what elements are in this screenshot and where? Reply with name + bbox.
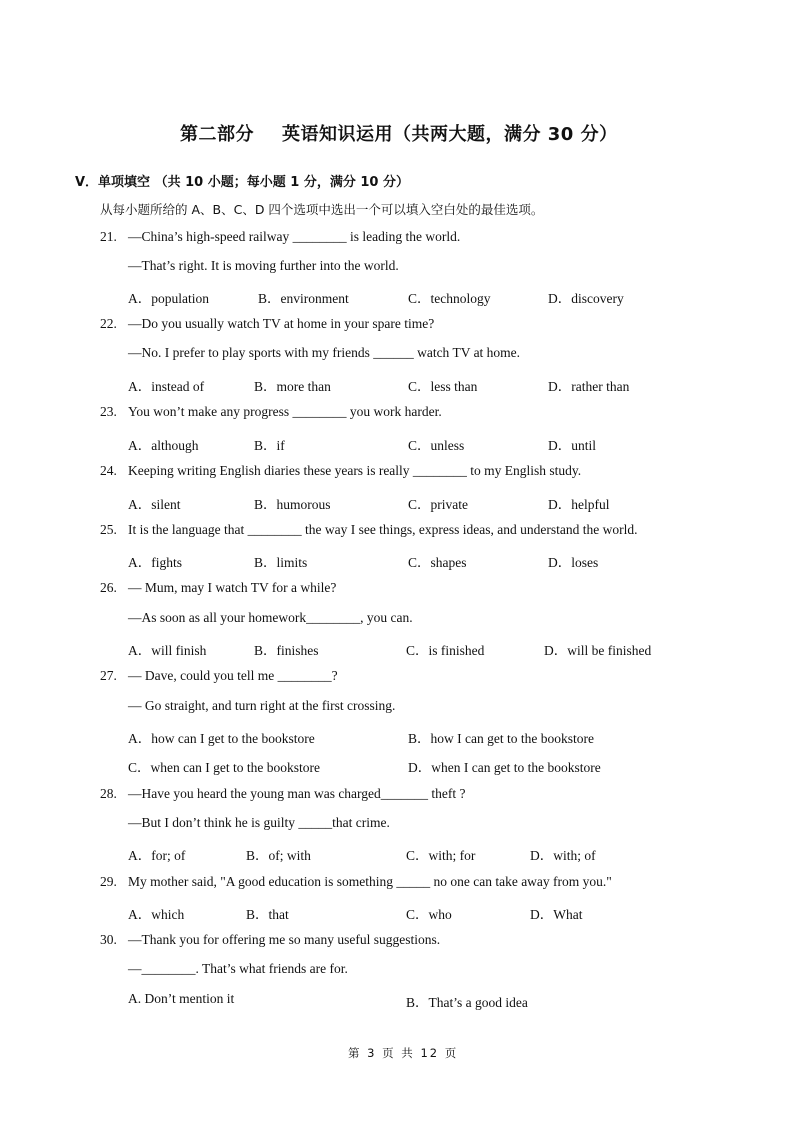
option-a: A．fights xyxy=(128,555,182,570)
option-c: C．is finished xyxy=(406,643,485,658)
option-d: D．rather than xyxy=(548,379,630,394)
question-number: 28. xyxy=(100,786,117,801)
option-c: C．with; for xyxy=(406,848,476,863)
question-line: —That’s right. It is moving further into the world. xyxy=(128,258,399,273)
option-b: B．humorous xyxy=(254,497,331,512)
option-d: D．when I can get to the bookstore xyxy=(408,760,601,775)
option-a: A．for; of xyxy=(128,848,186,863)
option-a: A．silent xyxy=(128,497,181,512)
question-number: 24. xyxy=(100,463,117,478)
option-b: B．finishes xyxy=(254,643,319,658)
option-d: D．discovery xyxy=(548,291,624,306)
instructions: 从每小题所给的 A、B、C、D 四个选项中选出一个可以填入空白处的最佳选项。 xyxy=(100,202,544,217)
option-b: B．environment xyxy=(258,291,349,306)
option-c: C．technology xyxy=(408,291,491,306)
option-b: B．limits xyxy=(254,555,308,570)
option-d: D．until xyxy=(548,438,597,453)
question-line: — Go straight, and turn right at the first crossing. xyxy=(128,698,396,713)
option-a: A．population xyxy=(128,291,209,306)
question-number: 27. xyxy=(100,668,117,683)
option-a: A．will finish xyxy=(128,643,207,658)
question-number: 29. xyxy=(100,874,117,889)
option-a: A. Don’t mention it xyxy=(128,991,235,1006)
question-line: —But I don’t think he is guilty _____that crime. xyxy=(128,815,390,830)
option-b: B．That’s a good idea xyxy=(406,995,528,1010)
question-line: —________. That’s what friends are for. xyxy=(128,961,348,976)
question-line: My mother said, "A good education is something _____ no one can take away from you." xyxy=(128,874,612,889)
question-line: — Mum, may I watch TV for a while? xyxy=(128,580,337,595)
option-c: C．less than xyxy=(408,379,478,394)
question-line: —Have you heard the young man was charged_______ theft ? xyxy=(128,786,466,801)
question-line: —Do you usually watch TV at home in your spare time? xyxy=(128,316,435,331)
title-heading: 英语知识运用（共两大题，满分 30 分） xyxy=(282,124,618,145)
question-number: 25. xyxy=(100,522,117,537)
option-a: A．instead of xyxy=(128,379,205,394)
page-title xyxy=(180,120,618,146)
question-line: — Dave, could you tell me ________? xyxy=(128,668,338,683)
title-part: 第二部分 xyxy=(180,124,254,145)
option-d: D．loses xyxy=(548,555,599,570)
option-b: B．that xyxy=(246,907,289,922)
question-line: Keeping writing English diaries these years is really ________ to my English study. xyxy=(128,463,582,478)
question-number: 26. xyxy=(100,580,117,595)
option-c: C．when can I get to the bookstore xyxy=(128,760,320,775)
option-d: D．with; of xyxy=(530,848,596,863)
option-a: A．which xyxy=(128,907,185,922)
question-number: 23. xyxy=(100,404,117,419)
option-c: C．unless xyxy=(408,438,465,453)
option-b: B．more than xyxy=(254,379,331,394)
question-number: 30. xyxy=(100,932,117,947)
page-footer: 第 3 页 共 12 页 xyxy=(348,1046,459,1060)
question-line: —Thank you for offering me so many useful suggestions. xyxy=(128,932,441,947)
question-line: —China’s high-speed railway ________ is leading the world. xyxy=(128,229,461,244)
section-heading: V．单项填空 （共 10 小题；每小题 1 分，满分 10 分） xyxy=(75,175,409,190)
option-c: C．shapes xyxy=(408,555,467,570)
question-line: It is the language that ________ the way I see things, express ideas, and understand the world. xyxy=(128,522,638,537)
option-b: B．of; with xyxy=(246,848,311,863)
question-line: You won’t make any progress ________ you work harder. xyxy=(128,404,442,419)
option-a: A．how can I get to the bookstore xyxy=(128,731,315,746)
option-a: A．although xyxy=(128,438,199,453)
option-c: C．private xyxy=(408,497,468,512)
option-b: B．how I can get to the bookstore xyxy=(408,731,594,746)
question-number: 21. xyxy=(100,229,117,244)
option-b: B．if xyxy=(254,438,285,453)
question-line: —As soon as all your homework________, you can. xyxy=(128,610,413,625)
option-c: C．who xyxy=(406,907,452,922)
question-line: —No. I prefer to play sports with my friends ______ watch TV at home. xyxy=(128,345,521,360)
option-d: D．will be finished xyxy=(544,643,652,658)
question-number: 22. xyxy=(100,316,117,331)
option-d: D．helpful xyxy=(548,497,610,512)
option-d: D．What xyxy=(530,907,583,922)
